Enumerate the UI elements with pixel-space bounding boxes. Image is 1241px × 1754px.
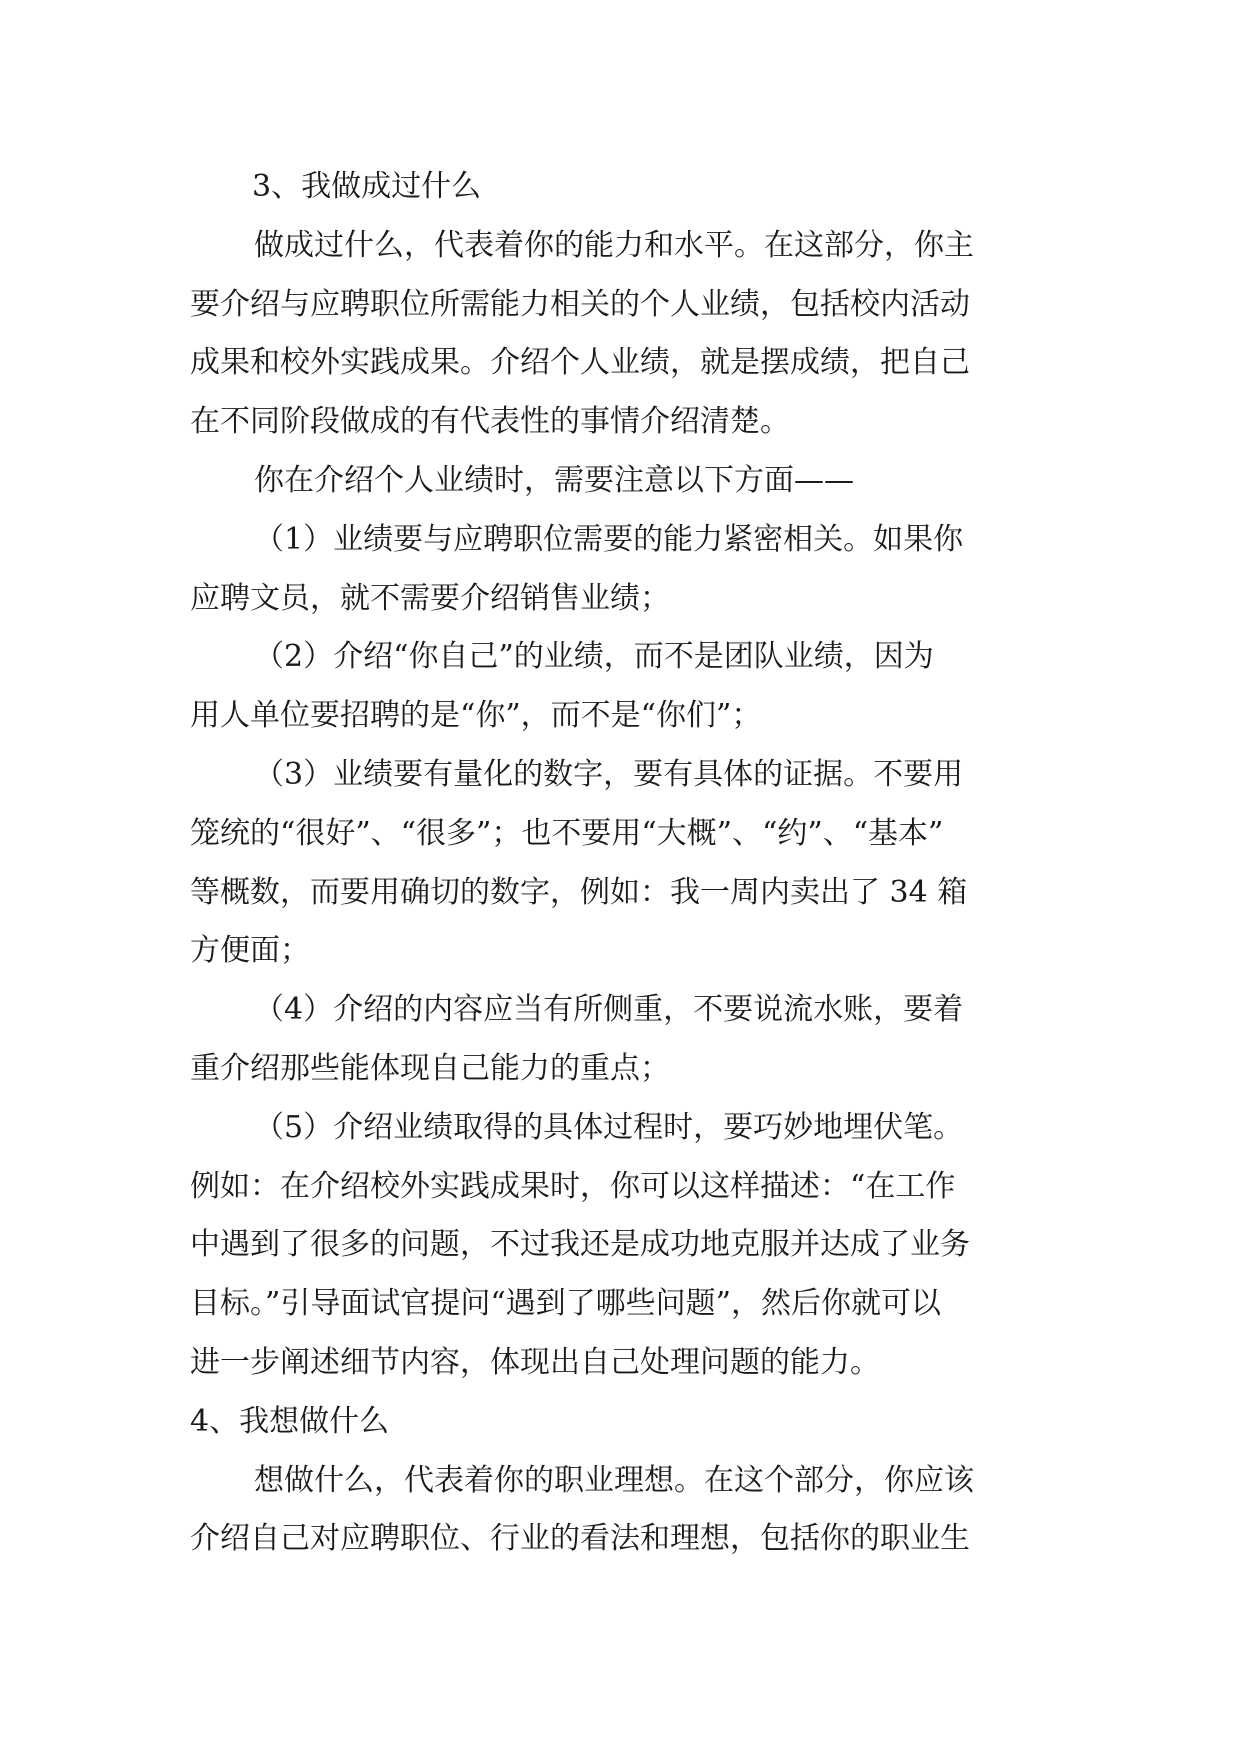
paragraph-line: 中遇到了很多的问题，不过我还是成功地克服并达成了业务 [190,1227,970,1263]
point-5 [190,1099,1050,1393]
paragraph-line: 重介绍那些能体现自己能力的重点； [190,1050,670,1086]
point-1 [190,511,1050,629]
paragraph-line: （3）业绩要有量化的数字，要有具体的证据。不要用 [254,756,964,792]
paragraph-line: （2）介绍“你自己”的业绩，而不是团队业绩，因为 [254,639,934,675]
paragraph-line: 在不同阶段做成的有代表性的事情介绍清楚。 [190,404,790,440]
paragraph-line: （5）介绍业绩取得的具体过程时，要巧妙地埋伏笔。 [254,1109,964,1145]
paragraph-line: 想做什么，代表着你的职业理想。在这个部分，你应该 [254,1462,974,1498]
paragraph-line: 做成过什么，代表着你的能力和水平。在这部分，你主 [254,227,974,263]
section-4-paragraph-1 [190,1452,1050,1570]
paragraph-line: 进一步阐述细节内容，体现出自己处理问题的能力。 [190,1344,880,1380]
paragraph-line: （1）业绩要与应聘职位需要的能力紧密相关。如果你 [254,521,964,557]
point-4 [190,981,1050,1099]
paragraph-line: （4）介绍的内容应当有所侧重，不要说流水账，要着 [254,992,964,1028]
paragraph-line: 方便面； [190,933,310,969]
section-3-heading: 3、我做成过什么 [252,169,482,204]
section-3-paragraph-1 [190,217,1050,452]
paragraph-line: 笼统的“很好”、“很多”；也不要用“大概”、“约”、“基本” [190,815,944,851]
paragraph-line: 例如：在介绍校外实践成果时，你可以这样描述：“在工作 [190,1168,956,1204]
paragraph-line: 要介绍与应聘职位所需能力相关的个人业绩，包括校内活动 [190,286,970,322]
section-4-heading: 4、我想做什么 [190,1403,390,1439]
paragraph-line: 应聘文员，就不需要介绍销售业绩； [190,580,670,616]
paragraph-line: 介绍自己对应聘职位、行业的看法和理想，包括你的职业生 [190,1521,970,1557]
paragraph-line: 成果和校外实践成果。介绍个人业绩，就是摆成绩，把自己 [190,345,970,381]
paragraph-line: 等概数，而要用确切的数字，例如：我一周内卖出了 34 箱 [190,874,968,910]
point-2 [190,628,1050,746]
point-3 [190,746,1050,981]
document-body [190,158,1050,1569]
paragraph-line: 用人单位要招聘的是“你”，而不是“你们”； [190,698,762,734]
paragraph-line: 目标。”引导面试官提问“遇到了哪些问题”，然后你就可以 [190,1286,942,1322]
section-3-intro: 你在介绍个人业绩时，需要注意以下方面—— [254,462,854,498]
